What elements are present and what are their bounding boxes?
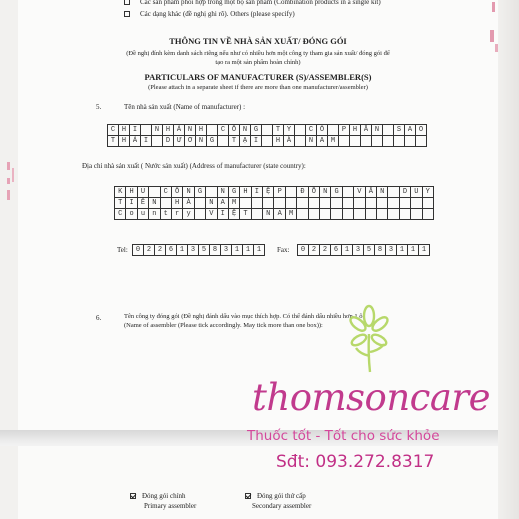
grid-cell: T (115, 198, 126, 209)
grid-cell: O (416, 125, 427, 136)
grid-cell (309, 198, 320, 209)
grid-cell (195, 209, 206, 220)
grid-cell (405, 136, 416, 147)
grid-cell: A (274, 209, 285, 220)
grid-cell: M (229, 198, 240, 209)
grid-cell (423, 209, 434, 220)
grid-cell: H (273, 136, 284, 147)
grid-cell (240, 198, 251, 209)
fax-digit: 1 (421, 246, 427, 254)
grid-cell: H (240, 187, 251, 198)
grid-cell: G (331, 187, 342, 198)
tel-field[interactable] (132, 244, 265, 256)
secondary-assembler-en: Secondary assembler (252, 502, 312, 510)
section-note-vi-1: (Đề nghị đính kèm danh sách riêng nếu như có nhiều hơn một công ty tham gia sản xuất/ đóng gói để (126, 50, 390, 57)
grid-cell: o (126, 209, 137, 220)
grid-cell: À (284, 136, 295, 147)
tel-digit: 6 (166, 245, 177, 255)
grid-cell (309, 209, 320, 220)
fax-digit: 3 (386, 245, 397, 255)
grid-cell: Ă (366, 187, 377, 198)
grid-cell (262, 136, 273, 147)
grid-cell: C (108, 125, 119, 136)
grid-cell: I (141, 136, 152, 147)
grid-cell: C (218, 125, 229, 136)
section-title-vi: THÔNG TIN VỀ NHÀ SẢN XUẤT/ ĐÓNG GÓI (169, 36, 347, 46)
grid-cell: H (163, 125, 174, 136)
fax-digit: 1 (408, 245, 419, 255)
grid-cell (295, 136, 306, 147)
grid-cell: I (218, 209, 229, 220)
grid-cell (252, 209, 263, 220)
section-note-en: (Please attach in a separate sheet if there are more than one manufacturer/assembler) (148, 84, 368, 91)
grid-cell: P (274, 187, 285, 198)
grid-cell (400, 198, 411, 209)
grid-cell: Đ (297, 187, 308, 198)
grid-cell (195, 198, 206, 209)
grid-cell: N (152, 125, 163, 136)
watermark-slogan: Thuốc tốt - Tốt cho sức khỏe (247, 428, 440, 444)
grid-cell: G (251, 125, 262, 136)
fax-digit: 3 (353, 245, 364, 255)
grid-cell (343, 198, 354, 209)
grid-cell: C (115, 209, 126, 220)
grid-cell (286, 198, 297, 209)
option-primary-assembler: Đóng gói chính (130, 492, 186, 500)
grid-cell: D (163, 136, 174, 147)
grid-cell: Ư (174, 136, 185, 147)
grid-cell (388, 198, 399, 209)
grid-cell: À (183, 198, 194, 209)
grid-cell: N (372, 125, 383, 136)
grid-cell: N (206, 198, 217, 209)
grid-cell: T (229, 136, 240, 147)
grid-cell: K (115, 187, 126, 198)
grid-cell (383, 136, 394, 147)
grid-cell (152, 136, 163, 147)
fax-digit: 5 (364, 245, 375, 255)
grid-cell: H (119, 125, 130, 136)
grid-cell: A (317, 136, 328, 147)
grid-cell: H (119, 136, 130, 147)
grid-cell: H (172, 198, 183, 209)
tel-label: Tel: (117, 246, 128, 254)
option-others: Các dạng khác (đề nghị ghi rõ). Others (please specify) (124, 10, 295, 18)
grid-cell (286, 187, 297, 198)
grid-cell (161, 198, 172, 209)
grid-cell: C (306, 125, 317, 136)
grid-cell (377, 209, 388, 220)
tel-digit: 2 (155, 245, 166, 255)
grid-cell: N (377, 187, 388, 198)
grid-cell: P (339, 125, 350, 136)
grid-cell: N (263, 209, 274, 220)
fax-digit: 6 (331, 245, 342, 255)
grid-cell (366, 198, 377, 209)
grid-cell: Á (130, 136, 141, 147)
grid-cell (366, 209, 377, 220)
grid-cell: Y (284, 125, 295, 136)
grid-cell: A (405, 125, 416, 136)
checkbox-combination-products[interactable] (124, 0, 130, 5)
fax-field[interactable] (297, 244, 430, 256)
grid-cell: Ệ (229, 209, 240, 220)
assembler-number: 6. (96, 314, 102, 322)
assembler-label-en: (Name of assembler (Please tick accordingly. May tick more than one box)): (124, 322, 323, 329)
manufacturer-label: Tên nhà sản xuất (Name of manufacturer) : (124, 103, 246, 111)
tel-digit: 5 (199, 245, 210, 255)
tel-digit: 1 (177, 245, 188, 255)
primary-assembler-en: Primary assembler (144, 502, 197, 510)
manufacturer-address-grid[interactable] (114, 186, 434, 220)
grid-cell: G (229, 187, 240, 198)
grid-cell: u (138, 209, 149, 220)
grid-cell (252, 198, 263, 209)
grid-cell: Ầ (361, 125, 372, 136)
grid-cell: I (130, 125, 141, 136)
grid-cell (377, 198, 388, 209)
grid-cell: Ổ (317, 125, 328, 136)
tel-digit: 8 (210, 245, 221, 255)
grid-cell (394, 136, 405, 147)
grid-cell: U (138, 187, 149, 198)
grid-cell: A (218, 198, 229, 209)
grid-cell: S (394, 125, 405, 136)
edge-stamp-left (4, 160, 18, 220)
grid-cell (274, 198, 285, 209)
grid-cell: Ô (172, 187, 183, 198)
grid-cell: M (286, 209, 297, 220)
grid-cell: V (206, 209, 217, 220)
grid-cell: Á (174, 125, 185, 136)
grid-cell: G (207, 136, 218, 147)
watermark-brand: thomsoncare (252, 376, 491, 419)
grid-cell: y (183, 209, 194, 220)
grid-cell: U (411, 187, 422, 198)
grid-cell: N (149, 198, 160, 209)
grid-cell (361, 136, 372, 147)
fax-digit: 2 (320, 245, 331, 255)
grid-cell: N (240, 125, 251, 136)
fax-digit: 0 (298, 245, 309, 255)
grid-cell: N (185, 125, 196, 136)
page-right-margin (498, 0, 519, 519)
tel-digit: 2 (144, 245, 155, 255)
grid-cell: I (252, 187, 263, 198)
grid-cell: Ồ (309, 187, 320, 198)
manufacturer-name-grid[interactable] (107, 124, 427, 147)
grid-cell (262, 125, 273, 136)
grid-cell: T (108, 136, 119, 147)
grid-cell (411, 209, 422, 220)
grid-cell (339, 136, 350, 147)
grid-cell: N (183, 187, 194, 198)
grid-cell (400, 209, 411, 220)
tel-digit: 1 (256, 246, 262, 254)
grid-cell (416, 136, 427, 147)
grid-cell (141, 125, 152, 136)
grid-cell: V (354, 187, 365, 198)
grid-cell (388, 209, 399, 220)
grid-cell (295, 125, 306, 136)
grid-cell: N (218, 187, 229, 198)
assembler-label-vi: Tên công ty đóng gói (Đề nghị đánh dấu vào mục thích hợp. Có thể đánh dấu nhiều hơn 1 ô (124, 313, 363, 320)
tel-digit: 3 (221, 245, 232, 255)
tel-digit: 1 (232, 245, 243, 255)
grid-cell (263, 198, 274, 209)
grid-cell: t (161, 209, 172, 220)
grid-cell: n (149, 209, 160, 220)
grid-cell: T (240, 209, 251, 220)
grid-cell: I (251, 136, 262, 147)
flower-logo-icon (346, 304, 392, 376)
grid-cell (411, 198, 422, 209)
grid-cell (297, 209, 308, 220)
tel-digit: 1 (243, 245, 254, 255)
grid-cell: Y (423, 187, 434, 198)
grid-cell: H (196, 125, 207, 136)
grid-cell (297, 198, 308, 209)
grid-cell: N (196, 136, 207, 147)
watermark-phone: Sđt: 093.272.8317 (276, 452, 435, 472)
grid-cell (328, 125, 339, 136)
grid-cell: Ệ (263, 187, 274, 198)
address-label: Địa chỉ nhà sản xuất ( Nước sản xuất) (Address of manufacturer (state country): (82, 162, 306, 170)
grid-cell: C (161, 187, 172, 198)
grid-cell: Ơ (185, 136, 196, 147)
grid-cell: N (306, 136, 317, 147)
grid-cell (207, 125, 218, 136)
fax-digit: 8 (375, 245, 386, 255)
grid-cell (320, 198, 331, 209)
section-title-en: PARTICULARS OF MANUFACTURER (S)/ASSEMBLER(S) (144, 72, 372, 82)
grid-cell (388, 187, 399, 198)
grid-cell: T (273, 125, 284, 136)
grid-cell (343, 209, 354, 220)
checkbox-secondary-assembler[interactable] (245, 493, 251, 499)
grid-cell: r (172, 209, 183, 220)
manufacturer-number: 5. (96, 103, 102, 111)
grid-cell (343, 187, 354, 198)
grid-cell (354, 209, 365, 220)
grid-cell (372, 136, 383, 147)
tel-digit: 3 (188, 245, 199, 255)
grid-cell (354, 198, 365, 209)
grid-cell: N (320, 187, 331, 198)
checkbox-others[interactable] (124, 11, 130, 17)
grid-cell: Ô (229, 125, 240, 136)
fax-digit: 2 (309, 245, 320, 255)
option-secondary-assembler: Đóng gói thứ cấp (245, 492, 306, 500)
grid-cell (218, 136, 229, 147)
grid-cell (149, 187, 160, 198)
fax-label: Fax: (277, 246, 290, 254)
grid-cell: H (126, 187, 137, 198)
grid-cell: Ê (138, 198, 149, 209)
section-note-vi-2: tạo ra một sản phẩm hoàn chỉnh) (215, 59, 301, 66)
grid-cell (320, 209, 331, 220)
tel-digit: 0 (133, 245, 144, 255)
grid-cell (423, 198, 434, 209)
grid-cell: M (328, 136, 339, 147)
grid-cell (331, 209, 342, 220)
checkbox-primary-assembler[interactable] (130, 493, 136, 499)
fax-digit: 1 (397, 245, 408, 255)
grid-cell (383, 125, 394, 136)
fax-digit: 1 (342, 245, 353, 255)
grid-cell (331, 198, 342, 209)
grid-cell: I (126, 198, 137, 209)
grid-cell: D (400, 187, 411, 198)
grid-cell (206, 187, 217, 198)
grid-cell: H (350, 125, 361, 136)
option-combination-products: Các sản phẩm phối hợp trong một bộ sản phẩm (Combination products in a single kit) (124, 0, 381, 6)
grid-cell: Ạ (240, 136, 251, 147)
grid-cell: G (195, 187, 206, 198)
grid-cell (350, 136, 361, 147)
